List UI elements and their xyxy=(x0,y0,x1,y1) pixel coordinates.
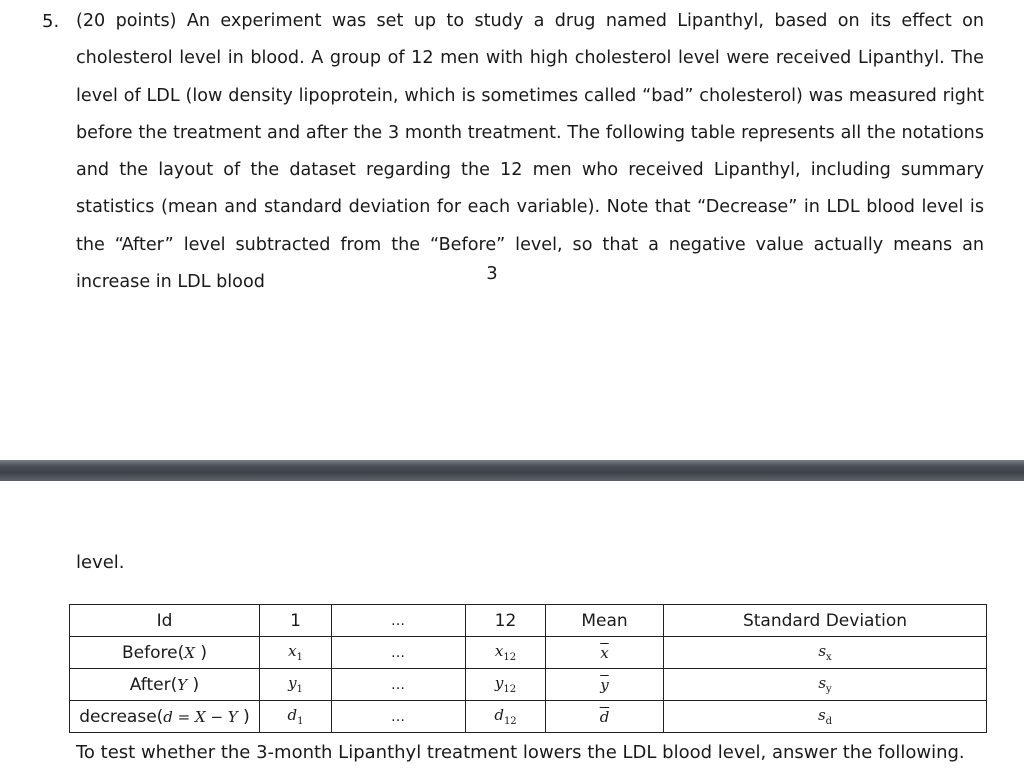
row-label: After(Y ) xyxy=(70,669,260,701)
header-mean: Mean xyxy=(546,605,664,637)
notation-table xyxy=(69,604,987,733)
question-paragraph: (20 points) An experiment was set up to study a drug named Lipanthyl, based on its effect on cholesterol level in blood. A group of 12 men with high cholesterol level were received Lipanthyl. The level of LDL (low density lipoprotein, which is sometimes called “bad” cholesterol) was measured right before the treatment and after the 3 month treatment. The following table represents all the notations and the layout of the dataset regarding the 12 men who received Lipanthyl, including summary statistics (mean and standard deviation for each variable). Note that “Decrease” in LDL blood level is the “After” level subtracted from the “Before” level, so that a negative value actually means an increase in LDL blood xyxy=(76,11,984,293)
row-label: Before(X ) xyxy=(70,637,260,669)
table-row-before xyxy=(70,637,987,669)
cell-d1: $d_1$ xyxy=(260,701,332,733)
cell-ellipsis: … xyxy=(332,669,466,701)
cell-sd-x: $s_x$ xyxy=(664,637,987,669)
table-header-row xyxy=(70,605,987,637)
cell-x12: $x_{12}$ xyxy=(466,637,546,669)
table-row-decrease xyxy=(70,701,987,733)
continuation-text: level. xyxy=(76,552,125,573)
row-label: decrease(d = X − Y ) xyxy=(70,701,260,733)
closing-instruction: To test whether the 3-month Lipanthyl treatment lowers the LDL blood level, answer the following. xyxy=(76,742,965,763)
header-ellipsis: … xyxy=(332,605,466,637)
header-1: 1 xyxy=(260,605,332,637)
page-number: 3 xyxy=(486,263,498,284)
question-number: 5. xyxy=(42,11,60,32)
cell-sd-y: $s_y$ xyxy=(664,669,987,701)
table-row-after xyxy=(70,669,987,701)
cell-ellipsis: … xyxy=(332,701,466,733)
header-sd: Standard Deviation xyxy=(664,605,987,637)
header-12: 12 xyxy=(466,605,546,637)
cell-sd-d: $s_d$ xyxy=(664,701,987,733)
cell-mean-d: $\overline{d}$ xyxy=(546,701,664,733)
cell-y1: $y_1$ xyxy=(260,669,332,701)
cell-mean-x: $\overline{x}$ xyxy=(546,637,664,669)
cell-ellipsis: … xyxy=(332,637,466,669)
cell-mean-y: $\overline{y}$ xyxy=(546,669,664,701)
cell-d12: $d_{12}$ xyxy=(466,701,546,733)
header-id: Id xyxy=(70,605,260,637)
cell-y12: $y_{12}$ xyxy=(466,669,546,701)
page-break-divider xyxy=(0,460,1024,481)
cell-x1: $x_1$ xyxy=(260,637,332,669)
